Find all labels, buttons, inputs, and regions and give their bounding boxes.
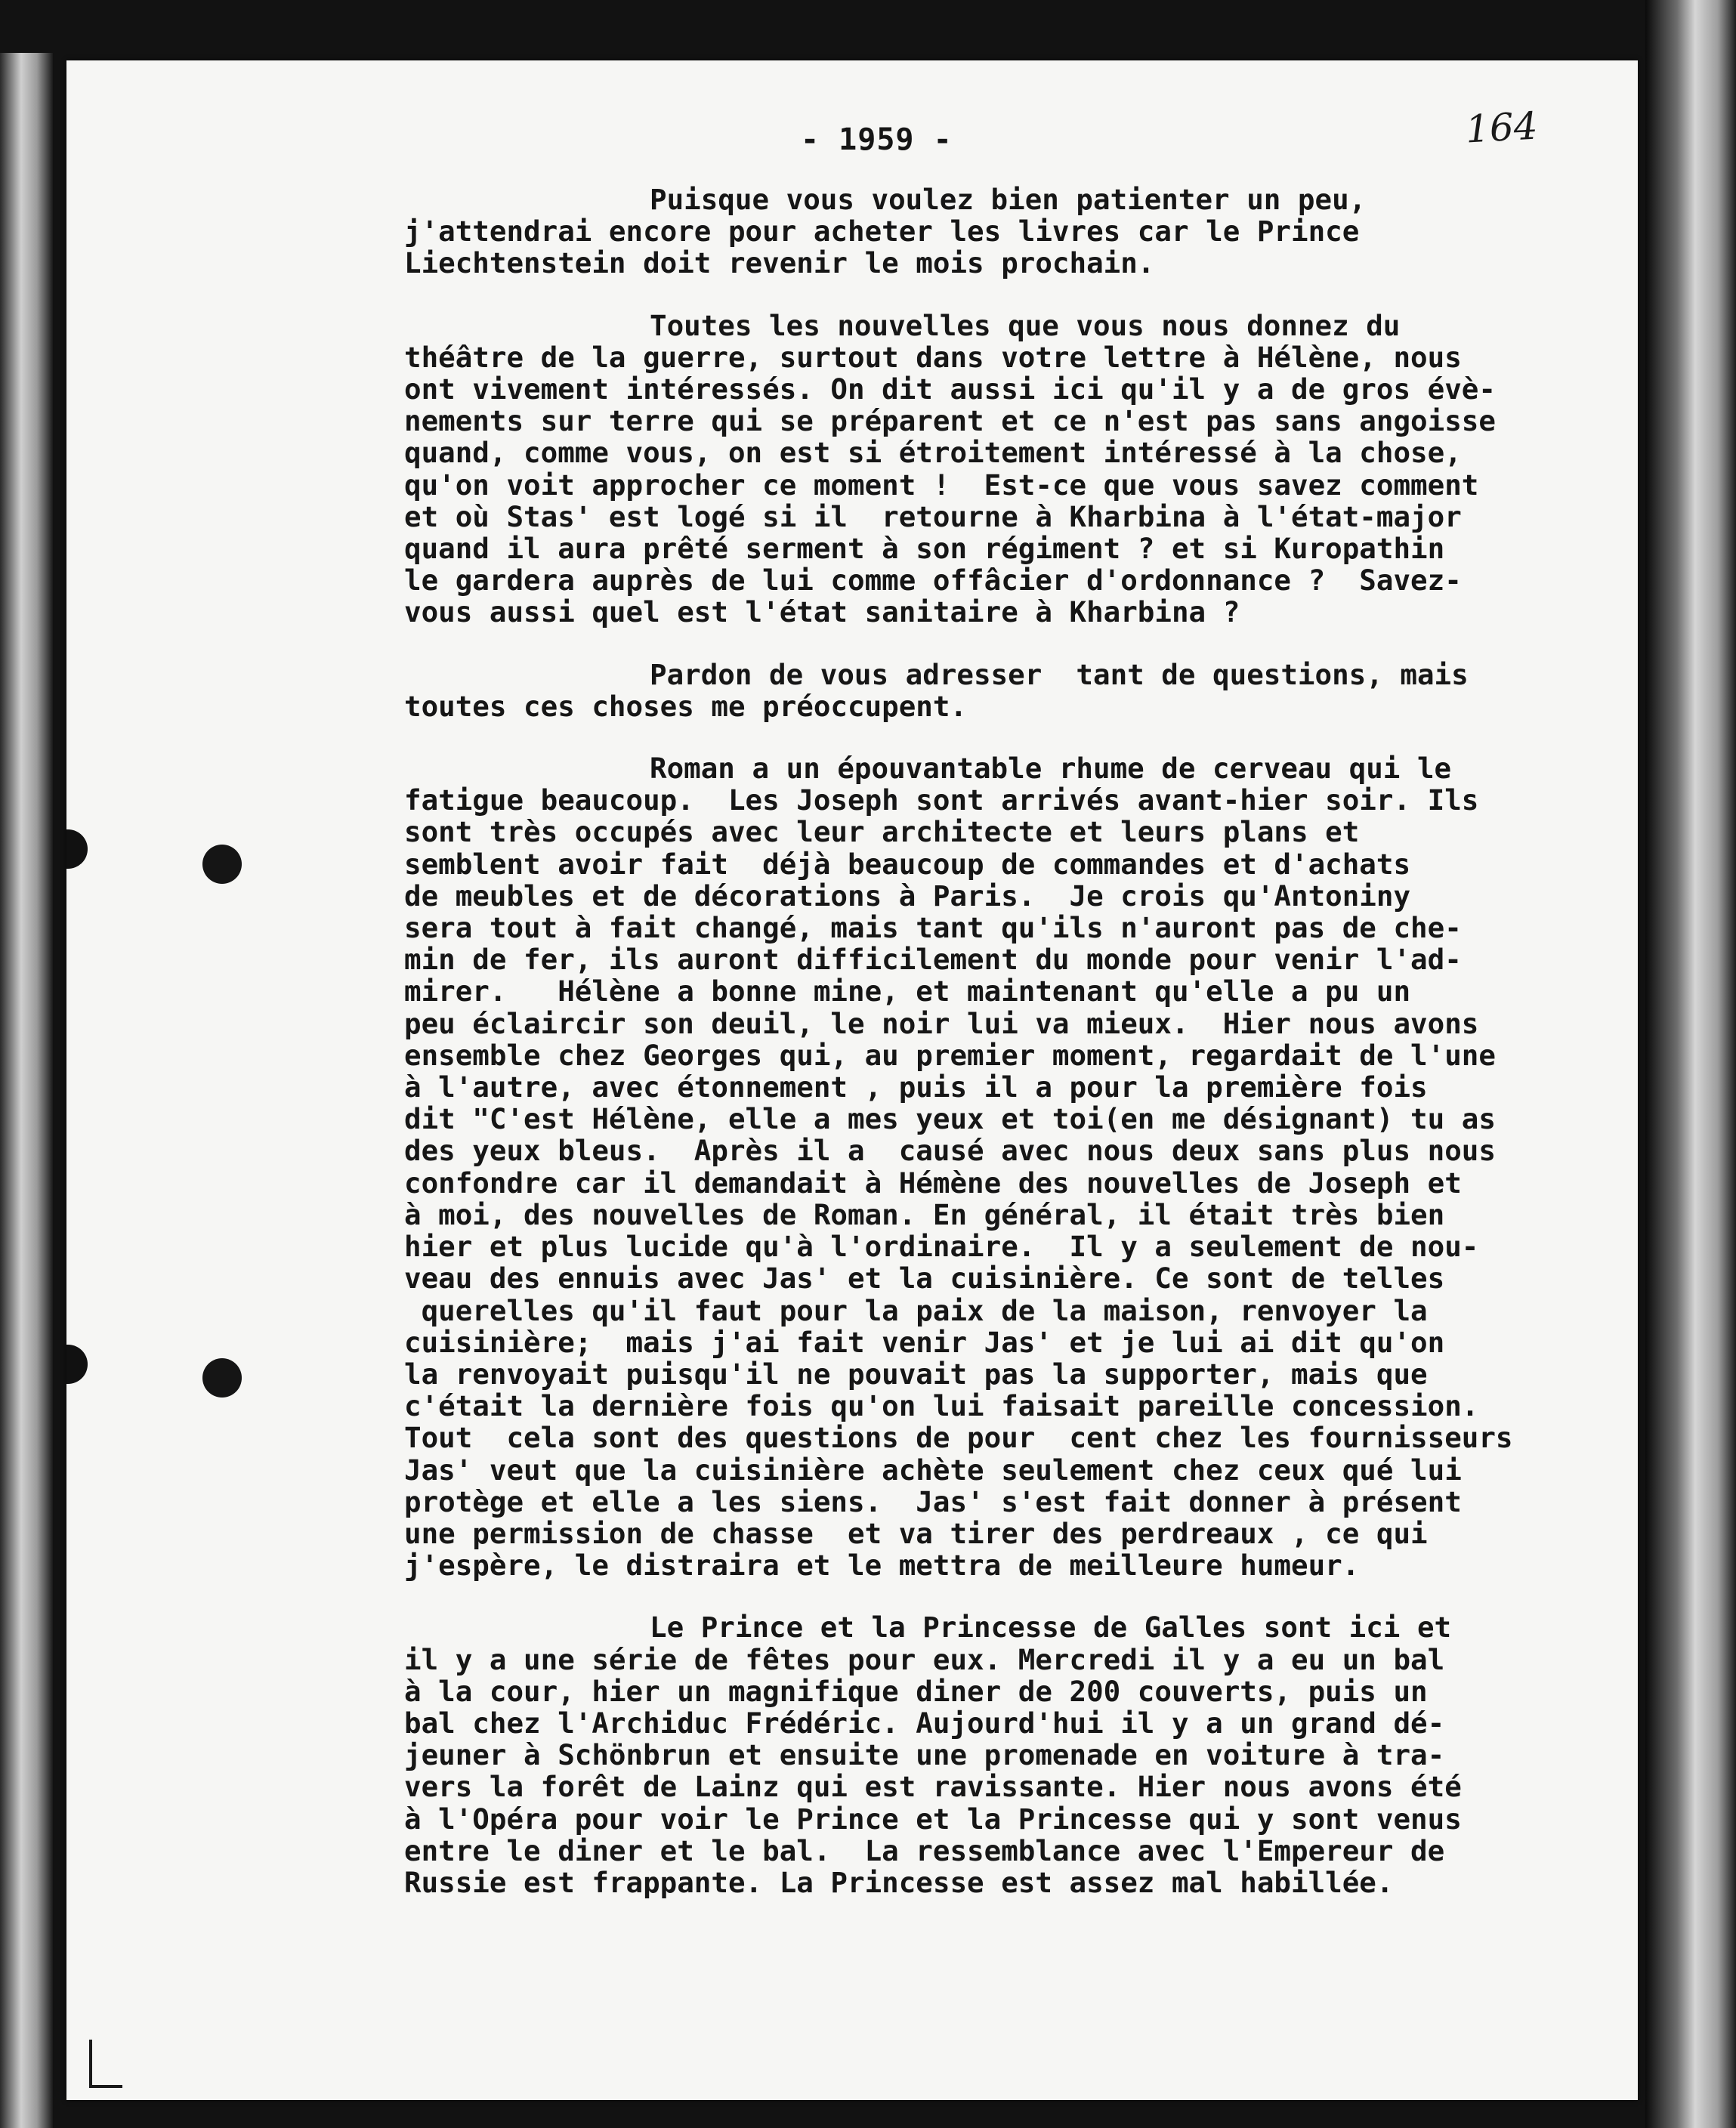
text-line: semblent avoir fait déjà beaucoup de commandes et d'achats: [404, 847, 1411, 881]
text-line: Tout cela sont des questions de pour cent chez les fournisseurs: [404, 1421, 1513, 1455]
text-line: bal chez l'Archiduc Frédéric. Aujourd'hui il y a un grand dé-: [404, 1706, 1445, 1740]
text-line: une permission de chasse et va tirer des perdreaux , ce qui: [404, 1516, 1428, 1550]
paragraph: [404, 752, 1643, 1581]
text-line: Pardon de vous adresser tant de questions, mais: [650, 657, 1469, 691]
punch-hole: [202, 845, 242, 884]
text-line: min de fer, ils auront difficilement du monde pour venir l'ad-: [404, 943, 1462, 977]
text-line: cuisinière; mais j'ai fait venir Jas' et je lui ai dit qu'on: [404, 1325, 1445, 1359]
text-line: confondre car il demandait à Hémène des nouvelles de Joseph et: [404, 1166, 1462, 1200]
text-line: fatigue beaucoup. Les Joseph sont arrivés avant-hier soir. Ils: [404, 783, 1479, 817]
punch-hole: [202, 1358, 242, 1398]
letter-body: [404, 184, 1643, 1929]
text-line: il y a une série de fêtes pour eux. Mercredi il y a eu un bal: [404, 1642, 1445, 1676]
text-line: vous aussi quel est l'état sanitaire à Kharbina ?: [404, 595, 1240, 629]
edge-notch: [66, 1345, 88, 1384]
page-number: - 1959 -: [801, 122, 953, 157]
text-line: c'était la dernière fois qu'on lui faisait pareille concession.: [404, 1389, 1479, 1423]
text-line: veau des ennuis avec Jas' et la cuisinière. Ce sont de telles: [404, 1262, 1445, 1296]
text-line: vers la forêt de Lainz qui est ravissante. Hier nous avons été: [404, 1770, 1462, 1804]
paragraph: [404, 1611, 1643, 1898]
text-line: jeuner à Schönbrun et ensuite une promenade en voiture à tra-: [404, 1738, 1445, 1772]
text-line: mirer. Hélène a bonne mine, et maintenant qu'elle a pu un: [404, 974, 1411, 1008]
text-line: ont vivement intéressés. On dit aussi ici qu'il y a de gros évè-: [404, 372, 1496, 406]
text-line: Le Prince et la Princesse de Galles sont ici et: [650, 1611, 1452, 1645]
text-line: à l'Opéra pour voir le Prince et la Princesse qui y sont venus: [404, 1802, 1462, 1836]
binder-edge-right: [1645, 0, 1736, 2128]
text-line: quand, comme vous, on est si étroitement intéressé à la chose,: [404, 436, 1462, 470]
text-line: peu éclaircir son deuil, le noir lui va mieux. Hier nous avons: [404, 1006, 1479, 1040]
edge-notch: [66, 829, 88, 869]
text-line: à moi, des nouvelles de Roman. En général, il était très bien: [404, 1197, 1445, 1231]
text-line: entre le diner et le bal. La ressemblance avec l'Empereur de: [404, 1833, 1445, 1867]
text-line: et où Stas' est logé si il retourne à Kharbina à l'état-major: [404, 499, 1462, 533]
text-line: Toutes les nouvelles que vous nous donnez du: [650, 308, 1401, 342]
binder-edge-left: [0, 53, 53, 2128]
text-line: qu'on voit approcher ce moment ! Est-ce que vous savez comment: [404, 468, 1479, 502]
text-line: la renvoyait puisqu'il ne pouvait pas la supporter, mais que: [404, 1357, 1428, 1391]
text-line: Russie est frappante. La Princesse est assez mal habillée.: [404, 1865, 1394, 1899]
text-line: protège et elle a les siens. Jas' s'est fait donner à présent: [404, 1484, 1462, 1518]
text-line: querelles qu'il faut pour la paix de la maison, renvoyer la: [404, 1293, 1428, 1327]
text-line: quand il aura prêté serment à son régiment ? et si Kuropathin: [404, 532, 1445, 566]
text-line: ensemble chez Georges qui, au premier moment, regardait de l'une: [404, 1038, 1496, 1072]
text-line: des yeux bleus. Après il a causé avec nous deux sans plus nous: [404, 1134, 1496, 1168]
text-line: de meubles et de décorations à Paris. Je crois qu'Antoniny: [404, 879, 1411, 913]
text-line: toutes ces choses me préoccupent.: [404, 689, 968, 723]
text-line: sera tout à fait changé, mais tant qu'ils n'auront pas de che-: [404, 911, 1462, 945]
corner-bracket-mark: [89, 2040, 122, 2088]
text-line: j'attendrai encore pour acheter les livres car le Prince: [404, 215, 1360, 249]
text-line: hier et plus lucide qu'à l'ordinaire. Il y a seulement de nou-: [404, 1230, 1479, 1264]
handwritten-folio-number: 164: [1464, 103, 1539, 152]
text-line: sont très occupés avec leur architecte et leurs plans et: [404, 815, 1360, 849]
text-line: nements sur terre qui se préparent et ce n'est pas sans angoisse: [404, 404, 1496, 438]
text-line: Jas' veut que la cuisinière achète seulement chez ceux qué lui: [404, 1453, 1462, 1487]
text-line: Puisque vous voulez bien patienter un peu,: [650, 183, 1367, 216]
text-line: à l'autre, avec étonnement , puis il a pour la première fois: [404, 1070, 1428, 1104]
paragraph: [404, 184, 1643, 280]
text-line: le gardera auprès de lui comme offâcier d'ordonnance ? Savez-: [404, 564, 1462, 598]
text-line: j'espère, le distraira et le mettra de meilleure humeur.: [404, 1549, 1360, 1583]
text-line: dit "C'est Hélène, elle a mes yeux et toi(en me désignant) tu as: [404, 1102, 1496, 1136]
text-line: Liechtenstein doit revenir le mois prochain.: [404, 246, 1155, 280]
text-line: Roman a un épouvantable rhume de cerveau qui le: [650, 752, 1452, 786]
paragraph: [404, 310, 1643, 629]
text-line: à la cour, hier un magnifique diner de 200 couverts, puis un: [404, 1674, 1428, 1708]
paragraph: [404, 659, 1643, 722]
text-line: théâtre de la guerre, surtout dans votre lettre à Hélène, nous: [404, 340, 1462, 374]
